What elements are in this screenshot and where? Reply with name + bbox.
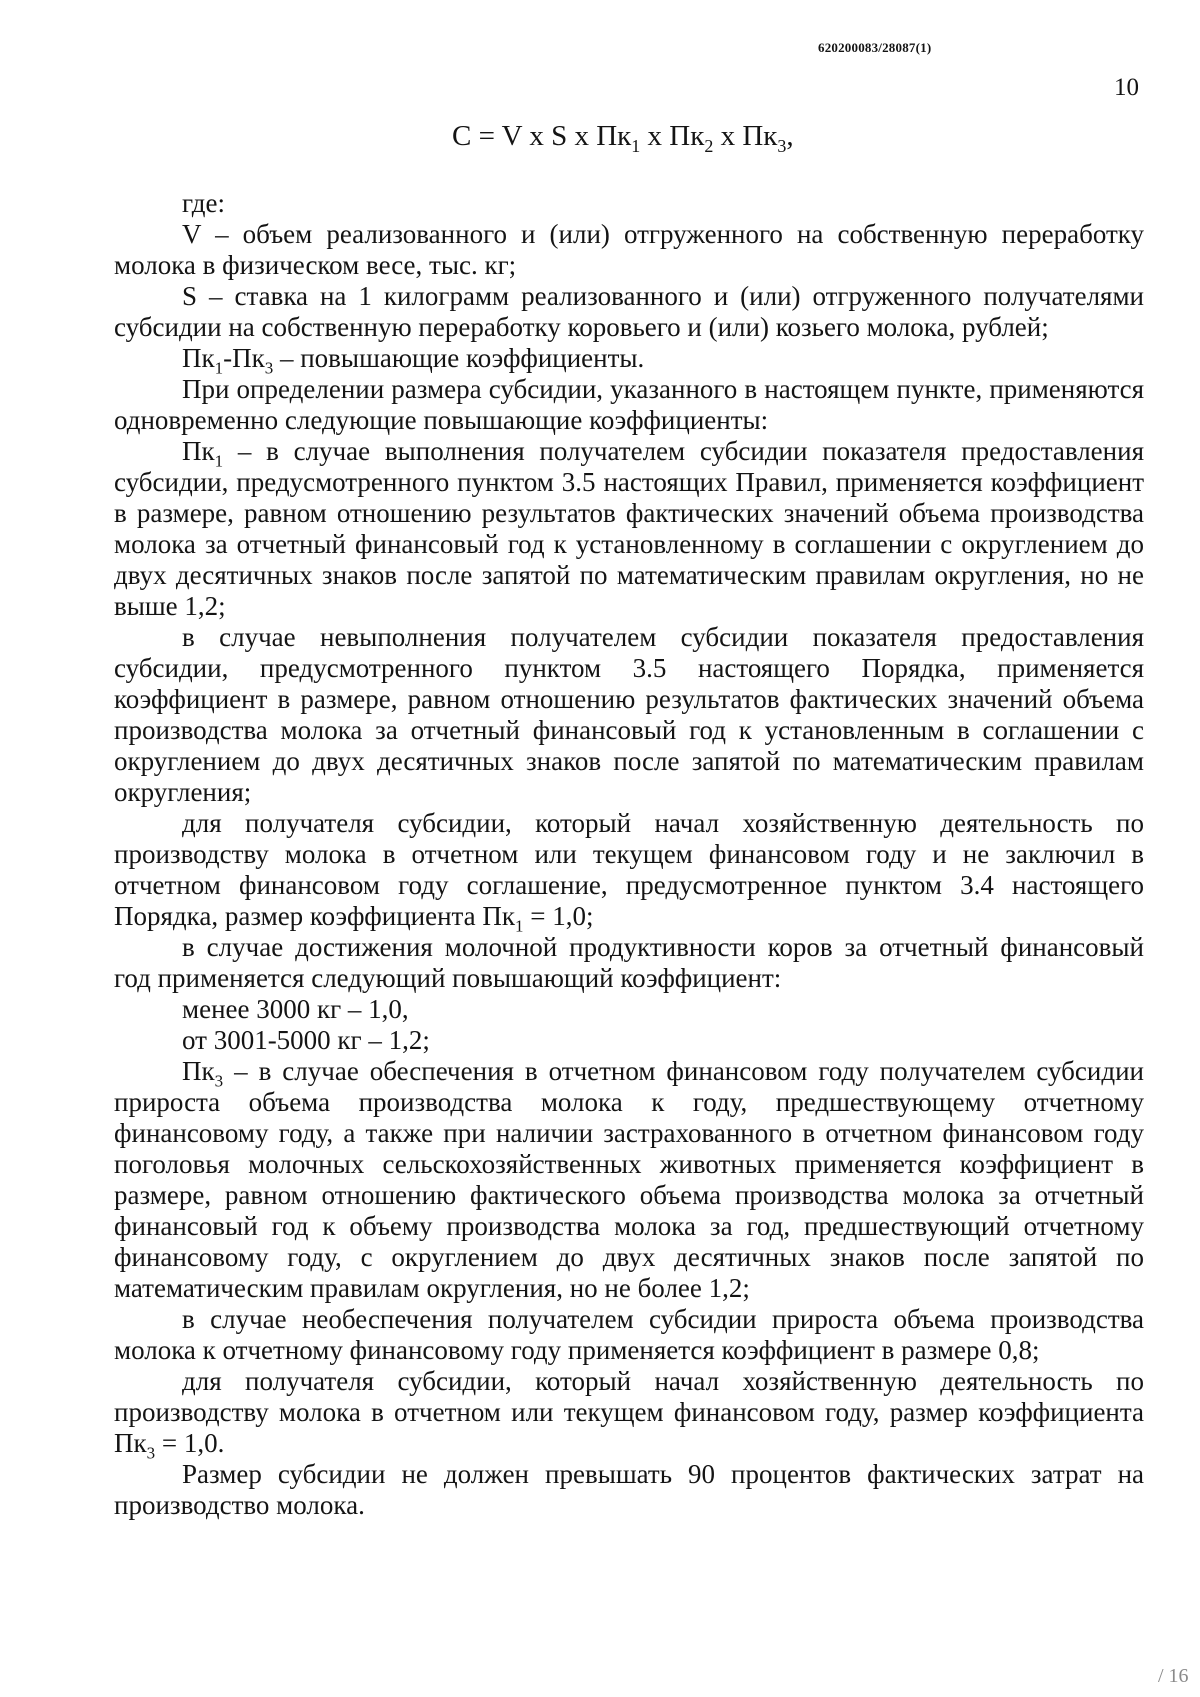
body-text <box>114 188 1144 1521</box>
pk3-new-text: для получателя субсидии, который начал хозяйственную деятельность по производству молока в отчетном или текущем финансовом году, размер коэффициента Пк <box>114 1366 1144 1458</box>
formula-sub-1: 1 <box>631 135 641 156</box>
paragraph-limit: Размер субсидии не должен превышать 90 процентов фактических затрат на производство молока. <box>114 1459 1144 1520</box>
formula-mid-2: x Пк <box>713 120 778 152</box>
pk3-lead: Пк <box>182 1056 215 1086</box>
page-number: 10 <box>1114 74 1139 101</box>
formula-sub-2: 2 <box>704 135 714 156</box>
formula-tail: , <box>786 120 794 152</box>
pk3-lead-sub: 3 <box>214 1071 224 1091</box>
paragraph-intro: При определении размера субсидии, указанного в настоящем пункте, применяются одновременно следующие повышающие коэффициенты: <box>114 374 1144 435</box>
pk1-new-sub: 1 <box>515 916 524 936</box>
paragraph-pk3-main <box>114 1056 1144 1304</box>
pk-range-a: Пк <box>182 343 215 373</box>
pk-range-a-sub: 1 <box>214 358 224 378</box>
document-id: 620200083/28087(1) <box>818 40 932 55</box>
pk-range-rest: – повышающие коэффициенты. <box>273 343 645 373</box>
pk3-rest: – в случае обеспечения в отчетном финансовом году получателем субсидии прироста объема производства молока к году, предшествующему отчетному финансовому году, а также при наличии застрахованного в отчетном финансовом году поголовья молочных сельскохозяйственных животных применяется коэффициент в размере, равном отношению фактического объема производства молока за отчетный финансовый год к объему производства молока за год, предшествующий отчетному финансовому году, с округлением до двух десятичных знаков после запятой по математическим правилам округления, но не более 1,2; <box>114 1056 1144 1303</box>
corner-mark: / 16 <box>1158 1665 1189 1687</box>
where-label: где: <box>182 188 225 218</box>
formula-lead: C = V x S x Пк <box>452 120 632 152</box>
pk1-new-text: для получателя субсидии, который начал хозяйственную деятельность по производству молока в отчетном или текущем финансовом году и не заключил в отчетном финансовом году соглашение, предусмотренное пунктом 3.4 настоящего Порядка, размер коэффициента Пк <box>114 808 1144 931</box>
pk1-rest: – в случае выполнения получателем субсидии показателя предоставления субсидии, предусмотренного пунктом 3.5 настоящих Правил, применяется коэффициент в размере, равном отношению результатов фактических значений объема производства молока за отчетный финансовый год к установленному в соглашении с округлением до двух десятичных знаков после запятой по математическим правилам округления, но не выше 1,2; <box>114 436 1144 621</box>
paragraph-pk2-high: от 3001-5000 кг – 1,2; <box>182 1025 430 1055</box>
paragraph-s-definition: S – ставка на 1 килограмм реализованного и (или) отгруженного получателями субсидии на собственную переработку коровьего и (или) козьего молока, рублей; <box>114 281 1144 342</box>
formula-sub-3: 3 <box>777 135 787 156</box>
pk1-lead-sub: 1 <box>214 451 224 471</box>
pk-range-b-sub: 3 <box>264 358 274 378</box>
paragraph-pk2-intro: в случае достижения молочной продуктивности коров за отчетный финансовый год применяется следующий повышающий коэффициент: <box>114 932 1144 993</box>
paragraph-pk3-new <box>114 1366 1144 1463</box>
paragraph-pk1-fail: в случае невыполнения получателем субсидии показателя предоставления субсидии, предусмотренного пунктом 3.5 настоящего Порядка, применяется коэффициент в размере, равном отношению результатов фактических значений объема производства молока за отчетный финансовый год к установленным в соглашении с округлением до двух десятичных знаков после запятой по математическим правилам округления; <box>114 622 1144 807</box>
paragraph-pk1-new <box>114 808 1144 936</box>
paragraph-v-definition: V – объем реализованного и (или) отгруженного на собственную переработку молока в физическом весе, тыс. кг; <box>114 219 1144 280</box>
subsidy-formula <box>452 120 794 157</box>
formula-mid-1: x Пк <box>640 120 705 152</box>
pk3-new-sub: 3 <box>146 1443 156 1463</box>
paragraph-pk1-main <box>114 436 1144 622</box>
pk1-new-tail: = 1,0; <box>523 901 594 931</box>
pk3-new-tail: = 1,0. <box>155 1428 225 1458</box>
pk-range-b: -Пк <box>223 343 265 373</box>
pk1-lead: Пк <box>182 436 215 466</box>
paragraph-pk3-fail: в случае необеспечения получателем субсидии прироста объема производства молока к отчетному финансовому году применяется коэффициент в размере 0,8; <box>114 1304 1144 1365</box>
paragraph-pk-range <box>114 343 1144 378</box>
paragraph-pk2-low: менее 3000 кг – 1,0, <box>182 994 409 1024</box>
